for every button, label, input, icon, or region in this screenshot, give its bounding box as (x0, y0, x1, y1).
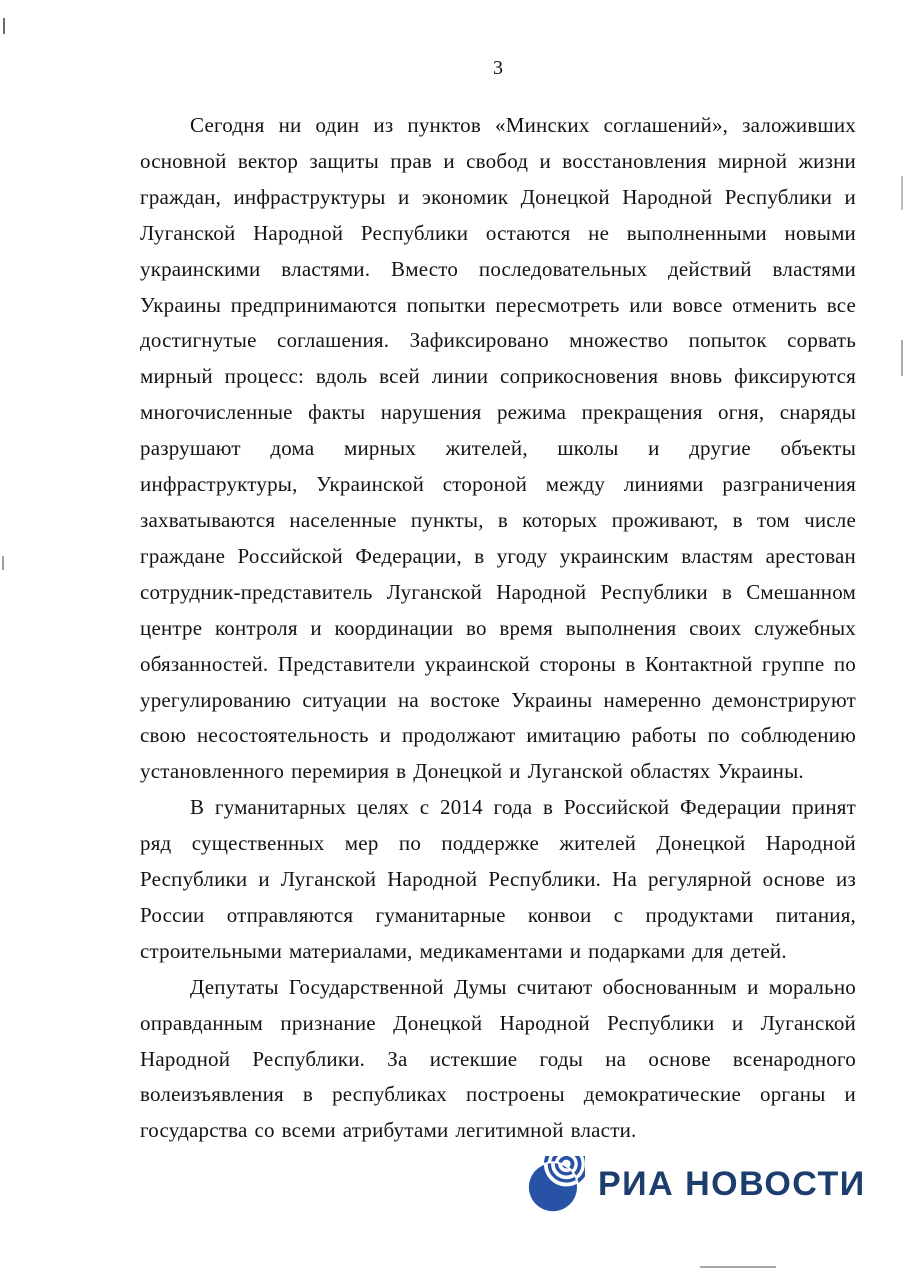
scan-artifact (901, 176, 903, 210)
scan-artifact (700, 1266, 776, 1268)
ria-globe-icon (528, 1156, 585, 1213)
document-body (140, 108, 856, 1149)
paragraph-duma-recognition: Депутаты Государственной Думы считают обоснованным и морально оправданным признание Донецкой Народной Республики и Луганской Народной Республики. За истекшие годы на основе всенародного волеизъявления в республиках построены демократические органы и государства со всеми атрибутами легитимной власти. (140, 974, 856, 1143)
scan-artifact (3, 18, 5, 34)
page-content (140, 57, 856, 1149)
paragraph-minsk-agreements: Сегодня ни один из пунктов «Минских соглашений», заложивших основной вектор защиты прав и свобод и восстановления мирной жизни граждан, инфраструктуры и экономик Донецкой Народной Республики и Луганской Народной Республики остаются не выполненными новыми украинскими властями. Вместо последовательных действий властями Украины предпринимаются попытки пересмотреть или вовсе отменить все достигнутые соглашения. Зафиксировано множество попыток сорвать мирный процесс: вдоль всей линии соприкосновения вновь фиксируются многочисленные факты нарушения режима прекращения огня, снаряды разрушают дома мирных жителей, школы и другие объекты инфраструктуры, Украинской стороной между линиями разграничения захватываются населенные пункты, в которых проживают, в том числе граждане Российской Федерации, в угоду украинским властям арестован сотрудник-представитель Луганской Народной Республики в Смешанном центре контроля и координации во время выполнения своих служебных обязанностей. Представители украинской стороны в Контактной группе по урегулированию ситуации на востоке Украины намеренно демонстрируют свою несостоятельность и продолжают имитацию работы по соблюдению установленного перемирия в Донецкой и Луганской областях Украины. (140, 113, 856, 784)
scan-artifact (2, 556, 4, 570)
page-number: 3 (493, 57, 503, 79)
ria-novosti-logo (528, 1156, 866, 1213)
scan-artifact (901, 340, 903, 376)
ria-novosti-wordmark: РИА НОВОСТИ (598, 1165, 866, 1203)
paragraph-humanitarian-aid: В гуманитарных целях с 2014 года в Российской Федерации принят ряд существенных мер по поддержке жителей Донецкой Народной Республики и Луганской Народной Республики. На регулярной основе из России отправляются гуманитарные конвои с продуктами питания, строительными материалами, медикаментами и подарками для детей. (140, 795, 856, 963)
